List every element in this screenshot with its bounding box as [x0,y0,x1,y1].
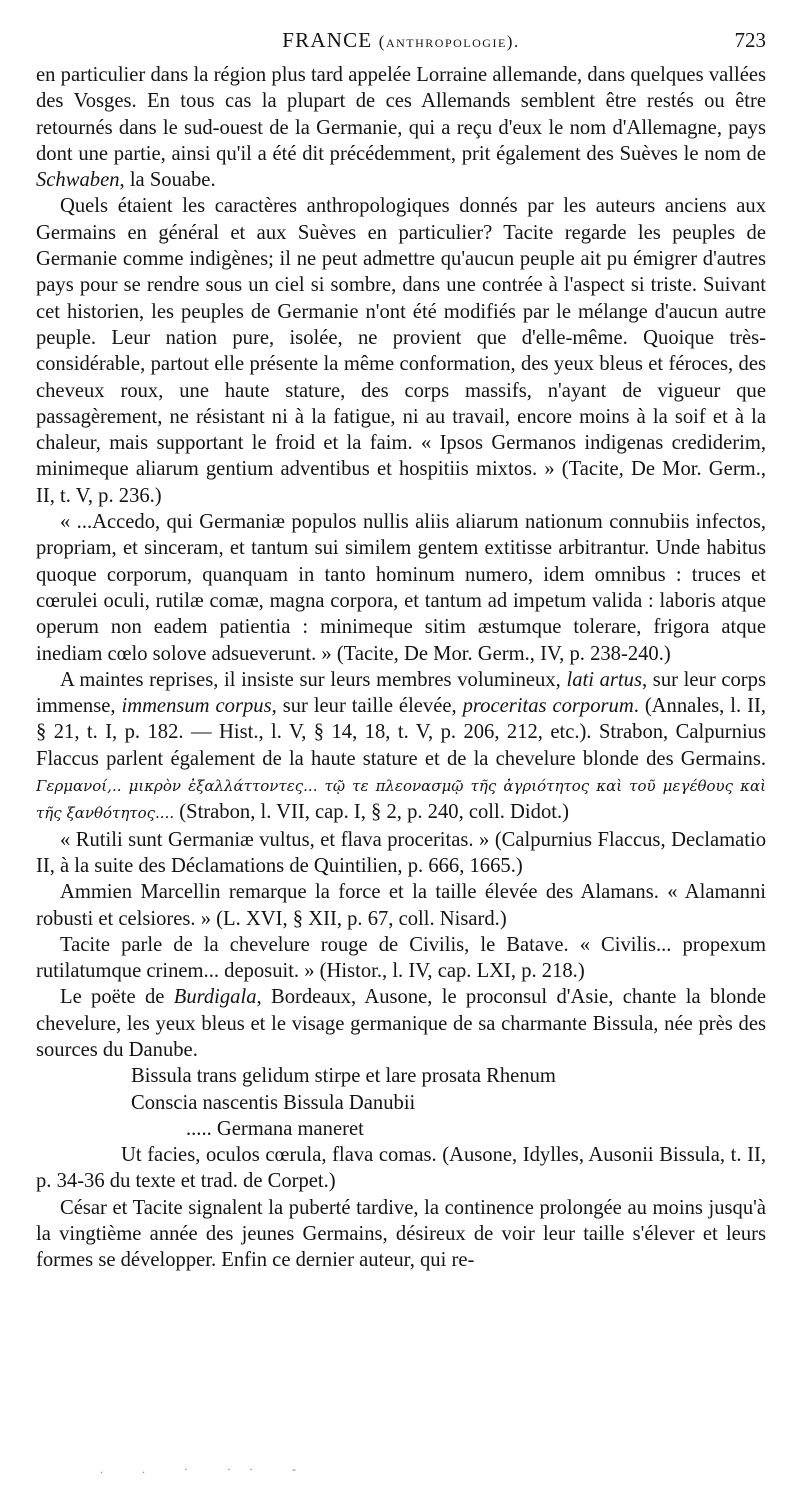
paragraph-1-italic: Schwaben [36,169,120,192]
paragraph-4-part-d: . (Annales, l. II, § 21, t. I, p. 182. — Hist., l. V, § 14, 18, t. V, p. 206, 212, etc.). Strabon, Calpurnius Flaccus parlent également de la haute stature et de la chevelure blonde des Germains. [36,695,766,770]
paragraph-9: Ut facies, oculos cœrula, flava comas. (Ausone, Idylles, Ausonii Bissula, t. II, p. 34-36 du texte et trad. de Corpet.) [36,1144,766,1193]
paragraph-10: César et Tacite signalent la puberté tardive, la continence prolongée au moins jusqu'à la vingtième année des jeunes Germains, désireux de voir leur taille s'élever et leurs formes se développer. Enfin ce dernier auteur, qui re- [36,1196,766,1272]
running-title-sub: (anthropologie). [378,32,520,51]
paragraph-4-italic-3: proceritas corporum [462,695,634,718]
paragraph-8 [36,984,766,1063]
paragraph-8-italic: Burdigala [173,986,257,1009]
paragraph-3-latin-quote: « ...Accedo, qui Germaniæ populos nullis aliis aliarum nationum connubiis infectos, propriam, et sinceram, et tantum sui similem gentem extitisse arbitrantur. Unde habitus quoque corporum, quanquam in tanto hominum numero, idem omnibus : truces et cœrulei oculi, rutilæ comæ, magna corpora, et tantum ad impetum valida : laboris atque operum non eadem patientia : minimeque sitim æstumque tolerare, frigora atque inediam cœlo solove adsueverunt. » (Tacite, De Mor. Germ., IV, p. 238-240.) [36,511,766,665]
paragraph-7: Tacite parle de la chevelure rouge de Civilis, le Batave. « Civilis... propexum rutilatumque crinem... deposuit. » (Histor., l. IV, cap. LXI, p. 218.) [36,933,766,983]
paragraph-1-text: en particulier dans la région plus tard appelée Lorraine allemande, dans quelques vallées des Vosges. En tous cas la plupart de ces Allemands semblent être restés ou être retournés dans le sud-ouest de la Germanie, qui a reçu d'eux le nom d'Allemagne, pays dont une partie, ainsi qu'il a été dit précédemment, prit également des Suèves le nom de [36,64,766,165]
paragraph-6: Ammien Marcellin remarque la force et la taille élevée des Alamans. « Alamanni robusti et celsiores. » (L. XVI, § XII, p. 67, coll. Nisard.) [36,881,766,930]
paragraph-4-part-b: , sur leur corps immense, [36,668,766,718]
running-title-main: FRANCE [282,28,373,52]
paragraph-8-part-b: , Bordeaux, Ausone, le proconsul d'Asie, chante la blonde chevelure, les yeux bleus et le visage germanique de sa charmante Bissula, née près des sources du Danube. [36,986,766,1061]
paragraph-4-italic-2: immensum corpus [121,695,272,718]
paragraph-4-italic-1: lati artus [566,668,642,691]
body-text [36,62,766,1274]
paragraph-1-end: , la Souabe. [119,169,216,192]
paragraph-4-part-e: (Strabon, l. VII, cap. I, § 2, p. 240, coll. Didot.) [174,801,569,824]
paragraph-8-part-a: Le poëte de [60,986,174,1009]
book-page [36,28,766,1274]
verse-line-1: Bissula trans gelidum stirpe et lare prosata Rhenum [131,1065,556,1088]
running-title [36,28,766,53]
paragraph-4 [36,667,766,827]
greek-quote: Γερμανοί,.. μικρὸν ἐξαλλάττοντες... τῷ τε πλεονασμῷ τῆς ἀγριότητος καὶ τοῦ μεγέθους καὶ τῆς ξανθότητος.... [36,777,766,823]
verse-line-2: Conscia nascentis Bissula Danubii [131,1091,416,1114]
verse-line-3: ..... Germana maneret [186,1117,364,1140]
running-header [36,28,766,62]
footer-print-marks: . . · ·· - [100,1462,314,1476]
paragraph-4-part-c: , sur leur taille élevée, [271,695,463,718]
paragraph-2: Quels étaient les caractères anthropologiques donnés par les auteurs anciens aux Germains en général et aux Suèves en particulier? Tacite regarde les peuples de Germanie comme indigènes; il ne peut admettre qu'aucun peuple ait pu émigrer d'autres pays pour se rendre sous un ciel si sombre, dans une contrée à l'aspect si triste. Suivant cet historien, les peuples de Germanie n'ont été modifiés par le mélange d'aucun autre peuple. Leur nation pure, isolée, ne provient que d'elle-même. Quoique très-considérable, partout elle présente la même conformation, des yeux bleus et féroces, des cheveux roux, une haute stature, des corps massifs, n'ayant de vigueur que passagèrement, ne résistant ni à la fatigue, ni au travail, encore moins à la soif et à la chaleur, mais supportant le froid et la faim. « Ipsos Germanos indigenas crediderim, minimeque aliarum gentium adventibus et hospitiis mixtos. » (Tacite, De Mor. Germ., II, t. V, p. 236.) [36,195,766,507]
paragraph-5: « Rutili sunt Germaniæ vultus, et flava proceritas. » (Calpurnius Flaccus, Declamatio II, à la suite des Déclamations de Quintilien, p. 666, 1665.) [36,828,766,877]
paragraph-4-part-a: A maintes reprises, il insiste sur leurs membres volumineux, [60,668,567,691]
paragraph-1 [36,62,766,193]
page-number: 723 [734,28,766,52]
